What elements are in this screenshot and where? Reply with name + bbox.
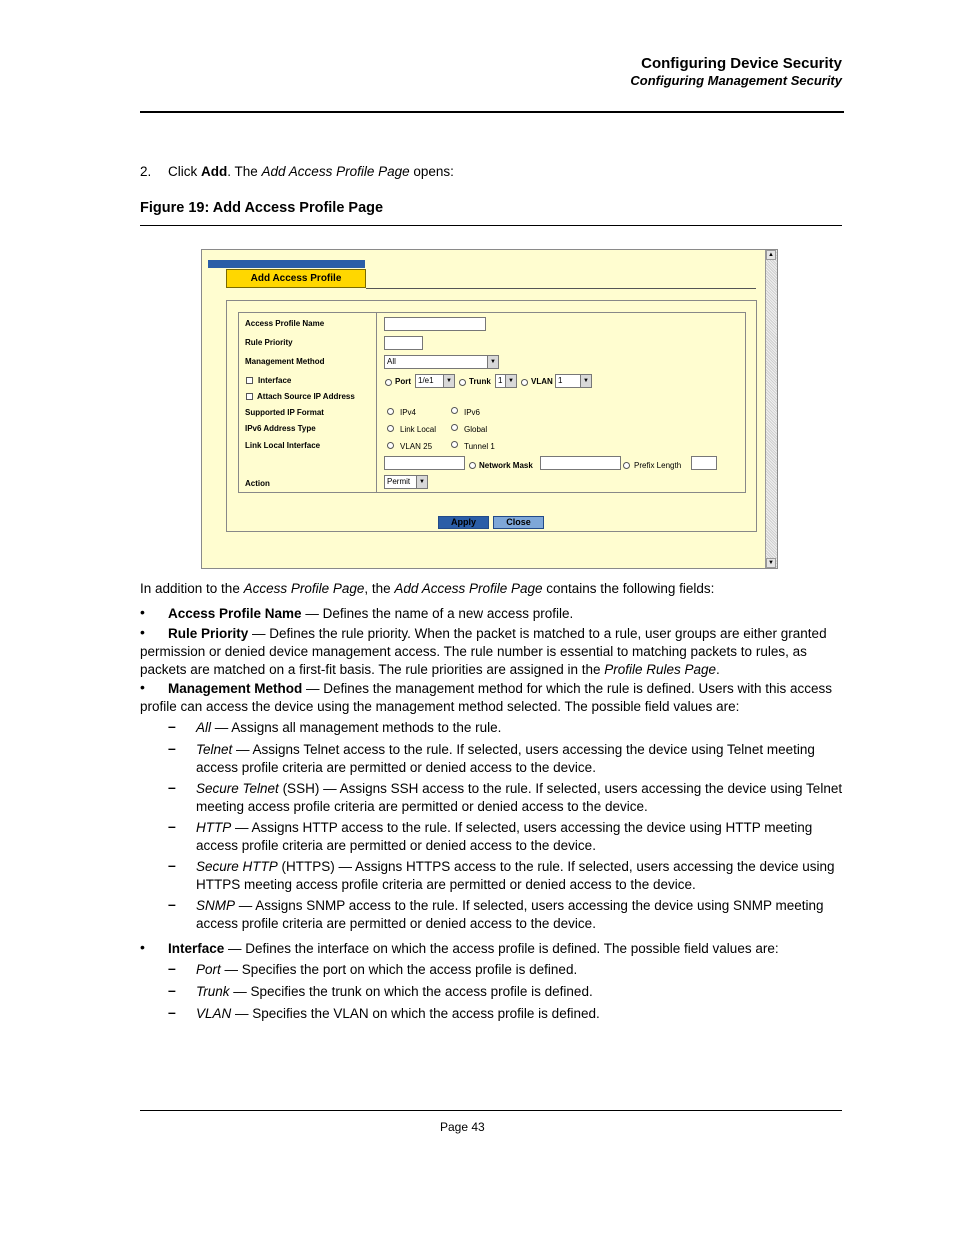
- dash-marker: –: [168, 718, 176, 734]
- header-subtitle: Configuring Management Security: [630, 73, 842, 88]
- method-telnet: Telnet — Assigns Telnet access to the rule. If selected, users accessing the device using Telnet meeting access profile criteria are permitted or denied access to the device.: [196, 742, 815, 775]
- network-mask-label: Network Mask: [479, 461, 533, 470]
- port-label: Port: [395, 377, 411, 386]
- chevron-down-icon: ▼: [580, 375, 591, 387]
- vlan25-label: VLAN 25: [400, 442, 433, 451]
- tab-add-access-profile[interactable]: Add Access Profile: [226, 269, 366, 288]
- label-link-local: Link Local Interface: [245, 441, 321, 450]
- scroll-down-icon[interactable]: ▼: [766, 558, 776, 568]
- bullet-management-method: Management Method — Defines the management method for which the rule is defined. Users with this access profile can access the device using the management method selected. The possible field values are:: [140, 681, 833, 714]
- intro-paragraph: In addition to the Access Profile Page, the Add Access Profile Page contains the following fields:: [140, 581, 715, 596]
- dash-marker: –: [168, 896, 176, 912]
- label-profile-name: Access Profile Name: [245, 319, 325, 328]
- global-radio[interactable]: [451, 424, 458, 431]
- prefix-length-label: Prefix Length: [634, 461, 682, 470]
- interface-trunk: Trunk — Specifies the trunk on which the access profile is defined.: [196, 984, 593, 999]
- title-strip: [208, 260, 365, 268]
- vlan25-radio[interactable]: [387, 442, 394, 449]
- method-all: All — Assigns all management methods to the rule.: [196, 720, 502, 735]
- scrollbar[interactable]: [765, 250, 777, 568]
- tab-underline: [366, 288, 756, 289]
- tunnel1-label: Tunnel 1: [464, 442, 495, 451]
- dash-marker: –: [168, 740, 176, 756]
- label-ipv6-type: IPv6 Address Type: [245, 424, 316, 433]
- link-local-label: Link Local: [400, 425, 437, 434]
- link-local-radio[interactable]: [387, 425, 394, 432]
- interface-port: Port — Specifies the port on which the access profile is defined.: [196, 962, 578, 977]
- label-management-method: Management Method: [245, 357, 325, 366]
- footer-rule: [140, 1110, 842, 1111]
- method-http: HTTP — Assigns HTTP access to the rule. If selected, users accessing the device using HTTP meeting access profile criteria are permitted or denied access to the device.: [196, 820, 813, 853]
- rule-priority-input[interactable]: [384, 336, 423, 350]
- chevron-down-icon: ▼: [487, 356, 498, 368]
- chevron-down-icon: ▼: [443, 375, 454, 387]
- dash-marker: –: [168, 779, 176, 795]
- network-mask-input[interactable]: [540, 456, 621, 470]
- ipv4-radio[interactable]: [387, 408, 394, 415]
- vlan-select[interactable]: 1 ▼: [555, 374, 592, 388]
- tunnel1-radio[interactable]: [451, 441, 458, 448]
- trunk-radio[interactable]: [459, 379, 466, 386]
- ipv6-label: IPv6: [464, 408, 481, 417]
- bullet-marker: •: [140, 679, 145, 695]
- trunk-label: Trunk: [469, 377, 491, 386]
- attach-source-checkbox[interactable]: [246, 393, 253, 400]
- prefix-length-input[interactable]: [691, 456, 717, 470]
- ipv6-radio[interactable]: [451, 407, 458, 414]
- step-text: Click Add. The Add Access Profile Page opens:: [168, 164, 454, 179]
- label-attach-source: Attach Source IP Address: [257, 392, 355, 401]
- method-secure-http: Secure HTTP (HTTPS) — Assigns HTTPS access to the rule. If selected, users accessing the device using HTTPS meeting access profile criteria are permitted or denied access to the device.: [196, 859, 835, 892]
- dash-marker: –: [168, 1004, 176, 1020]
- label-rule-priority: Rule Priority: [245, 338, 293, 347]
- bullet-marker: •: [140, 624, 145, 640]
- prefix-length-radio[interactable]: [623, 462, 630, 469]
- management-method-select[interactable]: All ▼: [384, 355, 499, 369]
- bullet-marker: •: [140, 604, 145, 620]
- vlan-radio[interactable]: [521, 379, 528, 386]
- dash-marker: –: [168, 982, 176, 998]
- interface-checkbox[interactable]: [246, 377, 253, 384]
- interface-vlan: VLAN — Specifies the VLAN on which the access profile is defined.: [196, 1006, 600, 1021]
- step-number: 2.: [140, 164, 152, 179]
- form-divider: [376, 313, 377, 492]
- apply-button[interactable]: Apply: [438, 516, 489, 529]
- bullet-rule-priority: Rule Priority — Defines the rule priority. When the packet is matched to a rule, user groups are either granted permission or denied device management access. The rule number is essential to matching packets to rules, as packets are matched on a first-fit basis. The rule priorities are assigned in the Profile Rules Page.: [140, 626, 827, 677]
- header-title: Configuring Device Security: [641, 55, 842, 72]
- bullet-interface: Interface — Defines the interface on which the access profile is defined. The possible field values are:: [168, 941, 779, 956]
- profile-name-input[interactable]: [384, 317, 486, 331]
- chevron-down-icon: ▼: [416, 476, 427, 488]
- ipv4-label: IPv4: [400, 408, 417, 417]
- label-action: Action: [245, 479, 270, 488]
- port-select[interactable]: 1/e1 ▼: [415, 374, 455, 388]
- page-number: Page 43: [440, 1120, 485, 1134]
- close-button[interactable]: Close: [493, 516, 544, 529]
- bullet-marker: •: [140, 939, 145, 955]
- network-mask-radio[interactable]: [469, 462, 476, 469]
- global-label: Global: [464, 425, 488, 434]
- ip-address-input[interactable]: [384, 456, 465, 470]
- trunk-select[interactable]: 1 ▼: [495, 374, 517, 388]
- bullet-access-profile-name: Access Profile Name — Defines the name of a new access profile.: [168, 606, 574, 621]
- action-select[interactable]: Permit ▼: [384, 475, 428, 489]
- scroll-up-icon[interactable]: ▲: [766, 250, 776, 260]
- port-radio[interactable]: [385, 379, 392, 386]
- chevron-down-icon: ▼: [505, 375, 516, 387]
- figure-rule: [140, 225, 842, 226]
- dash-marker: –: [168, 960, 176, 976]
- method-secure-telnet: Secure Telnet (SSH) — Assigns SSH access to the rule. If selected, users accessing the device using Telnet meeting access profile criteria are permitted or denied access to the device.: [196, 781, 843, 814]
- header-rule: [140, 111, 844, 113]
- label-interface: Interface: [258, 376, 292, 385]
- dash-marker: –: [168, 857, 176, 873]
- screenshot-frame: [201, 249, 778, 569]
- form-table: [238, 312, 746, 493]
- method-snmp: SNMP — Assigns SNMP access to the rule. If selected, users accessing the device using SNMP meeting access profile criteria are permitted or denied access to the device.: [196, 898, 824, 931]
- label-supported-ip: Supported IP Format: [245, 408, 324, 417]
- figure-title: Figure 19: Add Access Profile Page: [140, 200, 384, 216]
- vlan-label: VLAN: [531, 377, 553, 386]
- dash-marker: –: [168, 818, 176, 834]
